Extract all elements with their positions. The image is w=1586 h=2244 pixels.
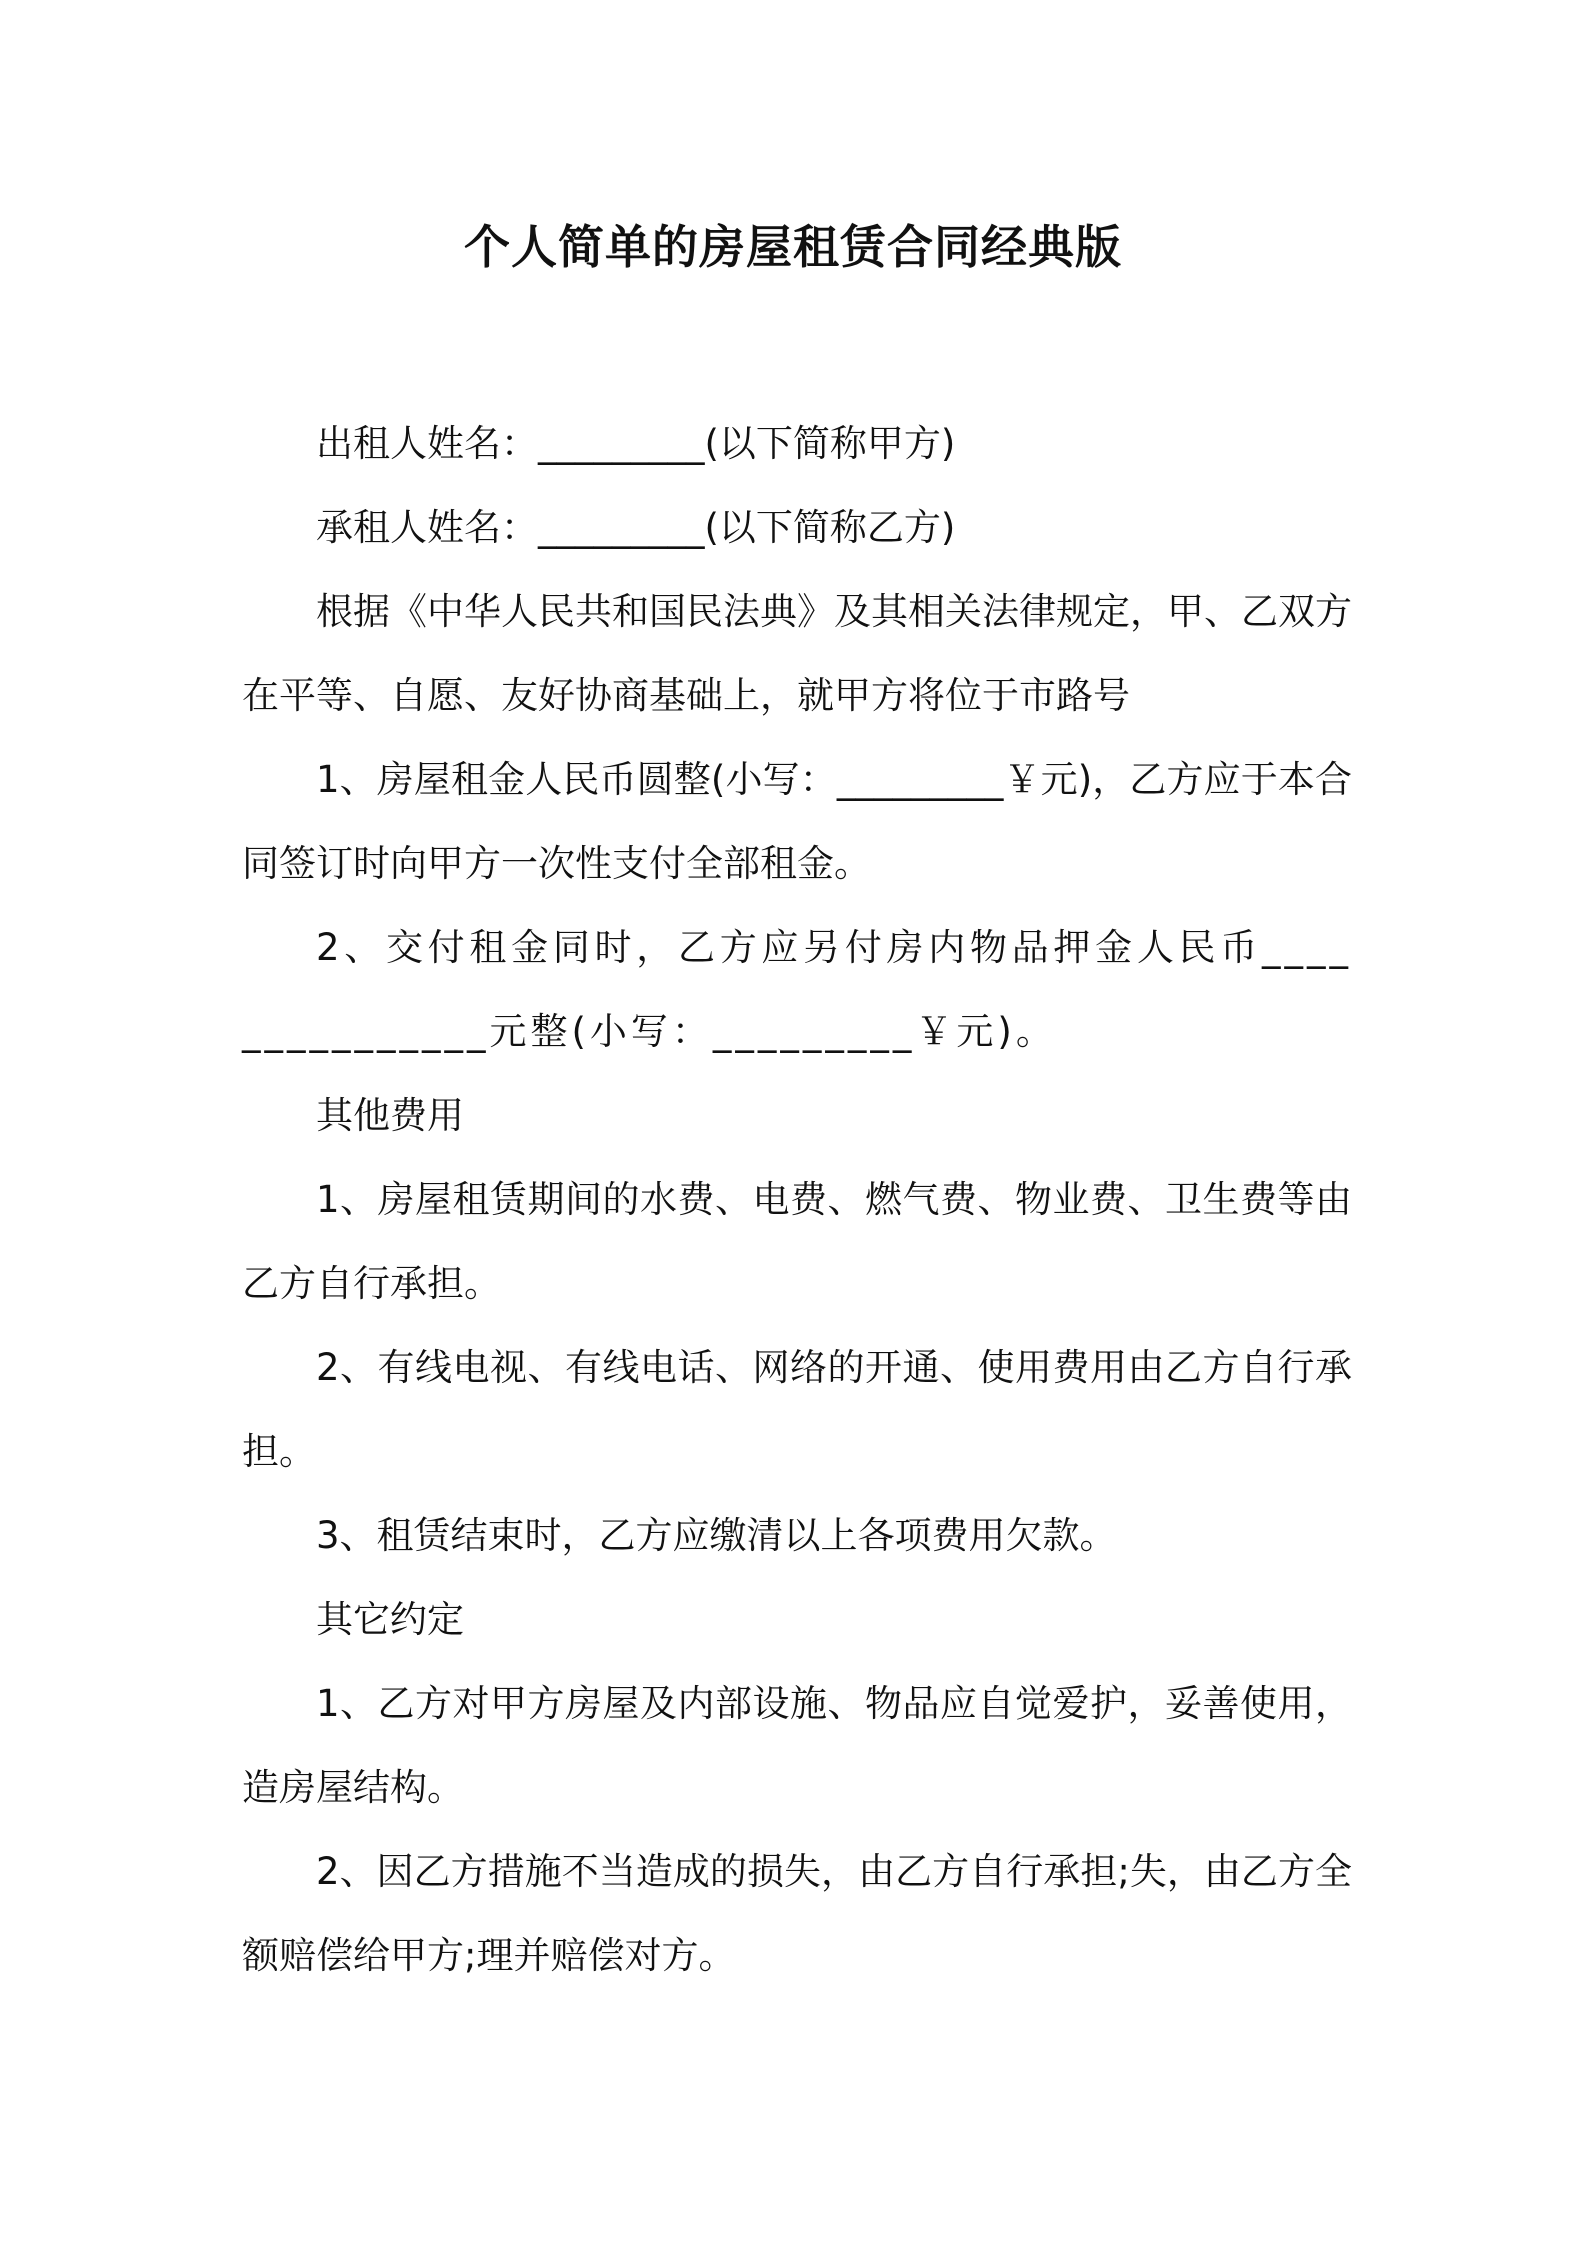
document-title: 个人简单的房屋租赁合同经典版	[464, 220, 1122, 274]
preamble-paragraph: 根据《中华人民共和国民法典》及其相关法律规定，甲、乙双方在平等、自愿、友好协商基础上，就甲方将位于市路号	[242, 590, 1352, 717]
fees-clause-1: 1、房屋租赁期间的水费、电费、燃气费、物业费、卫生费等由乙方自行承担。	[242, 1178, 1352, 1305]
fees-clause-3: 3、租赁结束时，乙方应缴清以上各项费用欠款。	[316, 1514, 1117, 1557]
lessee-name-line: 承租人姓名：_________(以下简称乙方)	[316, 506, 956, 549]
lessor-name-line: 出租人姓名：_________(以下简称甲方)	[316, 422, 956, 465]
rent-clause-1: 1、房屋租金人民币圆整(小写：_________￥元)，乙方应于本合同签订时向甲方一次性支付全部租金。	[242, 758, 1352, 885]
section-heading-other-agreements: 其它约定	[316, 1598, 464, 1641]
rent-clause-2: 2、交付租金同时，乙方应另付房内物品押金人民币_______________元整(小写：_________￥元)。	[242, 926, 1352, 1053]
agreement-clause-1: 1、乙方对甲方房屋及内部设施、物品应自觉爱护，妥善使用，造房屋结构。	[242, 1682, 1352, 1809]
section-heading-other-fees: 其他费用	[316, 1094, 464, 1137]
document-body	[242, 402, 1352, 1998]
agreement-clause-2: 2、因乙方措施不当造成的损失，由乙方自行承担;失，由乙方全额赔偿给甲方;理并赔偿对方。	[242, 1850, 1352, 1977]
fees-clause-2: 2、有线电视、有线电话、网络的开通、使用费用由乙方自行承担。	[242, 1346, 1352, 1473]
